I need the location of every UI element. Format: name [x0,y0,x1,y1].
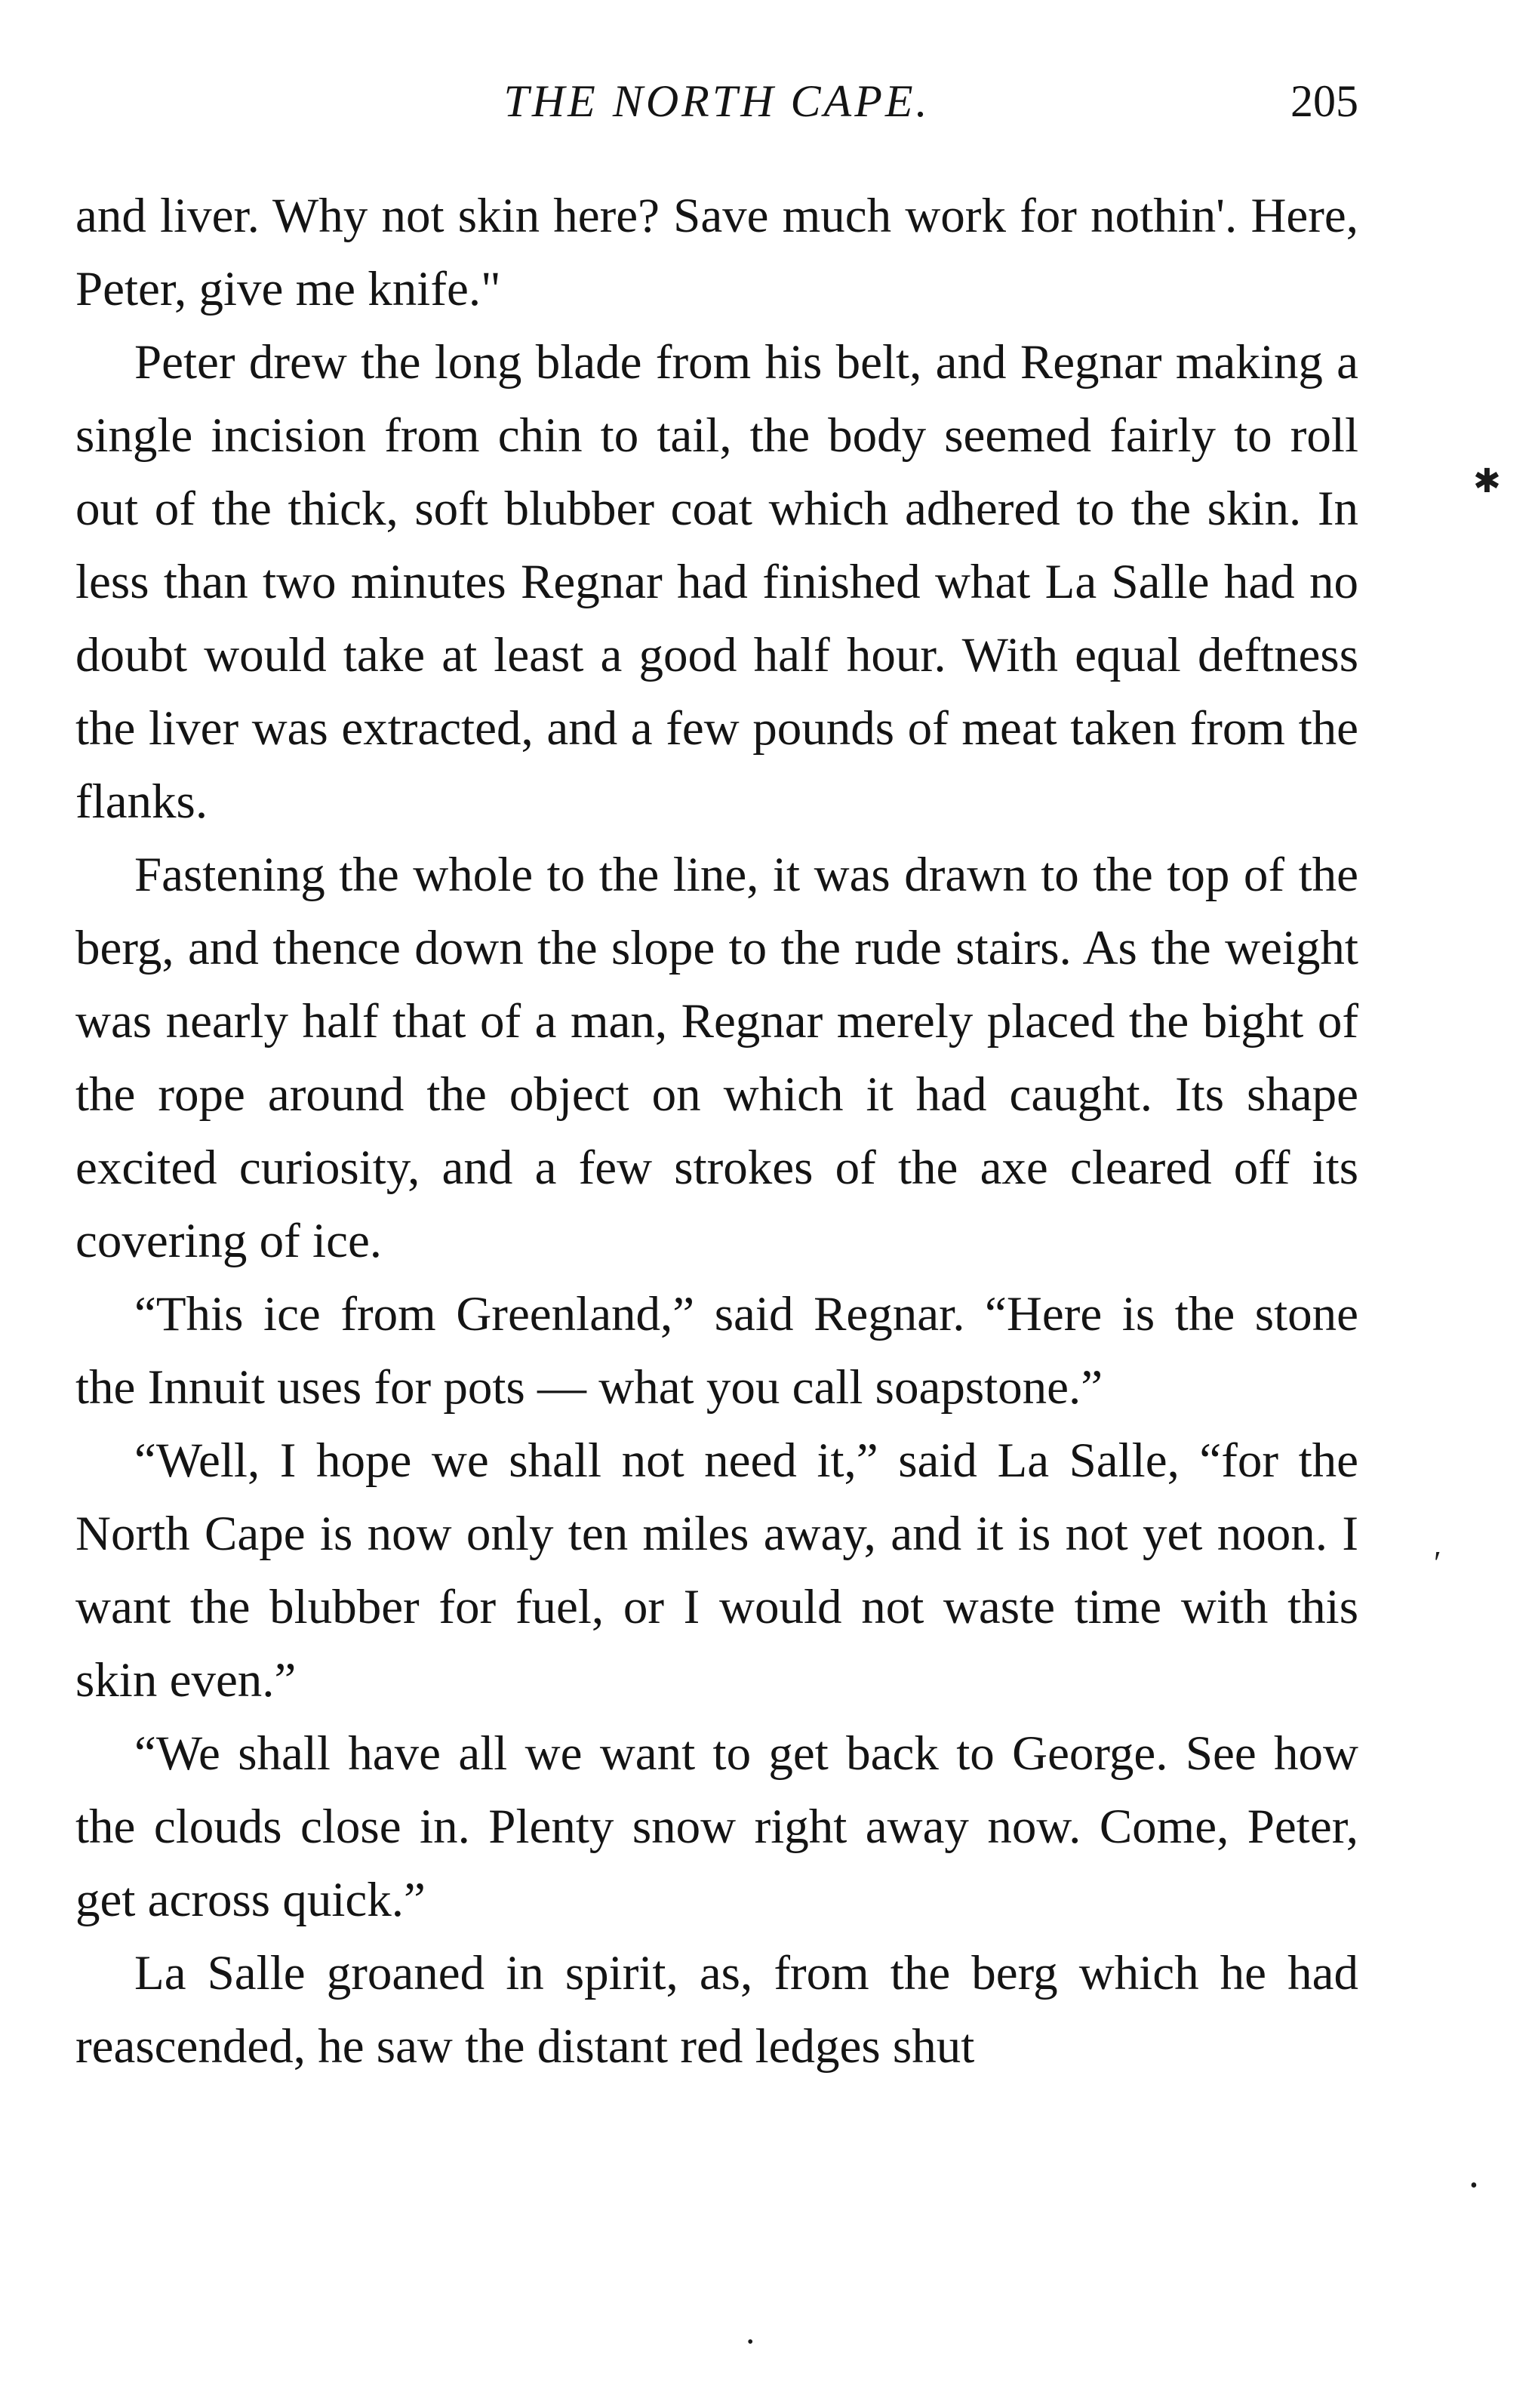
paragraph: Peter drew the long blade from his belt, and Regnar making a single incision from chin to tail, the body seemed fairly to roll out of the thick, soft blubber coat which adhered to the skin. In less than two minutes Regnar had finished what La Salle had no doubt would take at least a good half hour. With equal deftness the liver was extracted, and a few pounds of meat taken from the flanks. [75,335,1358,829]
paragraph: “Well, I hope we shall not need it,” said La Salle, “for the North Cape is now only ten miles away, and it is not yet noon. I want the blubber for fuel, or I would not waste time with this skin even.” [75,1433,1358,1707]
margin-ink-mark: ′ [1434,1544,1441,1581]
paragraph: Fastening the whole to the line, it was drawn to the top of the berg, and thence down the slope to the rude stairs. As the weight was nearly half that of a man, Regnar merely placed the bight of the rope around the object on which it had caught. Its shape excited curiosity, and a few strokes of the axe cleared off its covering of ice. [75,848,1358,1268]
paragraph: “We shall have all we want to get back to George. See how the clouds close in. Plenty snow right away now. Come, Peter, get across quick.” [75,1726,1358,1927]
margin-ink-mark: • [1470,2174,1478,2197]
running-header [75,75,1358,143]
paragraph: and liver. Why not skin here? Save much work for nothin'. Here, Peter, give me knife." [75,189,1358,316]
margin-ink-mark: ✱ [1473,463,1501,500]
paragraph: “This ice from Greenland,” said Regnar. “Here is the stone the Innuit uses for pots — what you call soapstone.” [75,1287,1358,1415]
page-number: 205 [1290,76,1358,126]
margin-ink-mark: • [747,2333,754,2352]
paragraph: La Salle groaned in spirit, as, from the berg which he had reascended, he saw the distant red ledges shut [75,1946,1358,2074]
body-text [75,180,1358,2083]
running-title: THE NORTH CAPE. [503,76,931,126]
